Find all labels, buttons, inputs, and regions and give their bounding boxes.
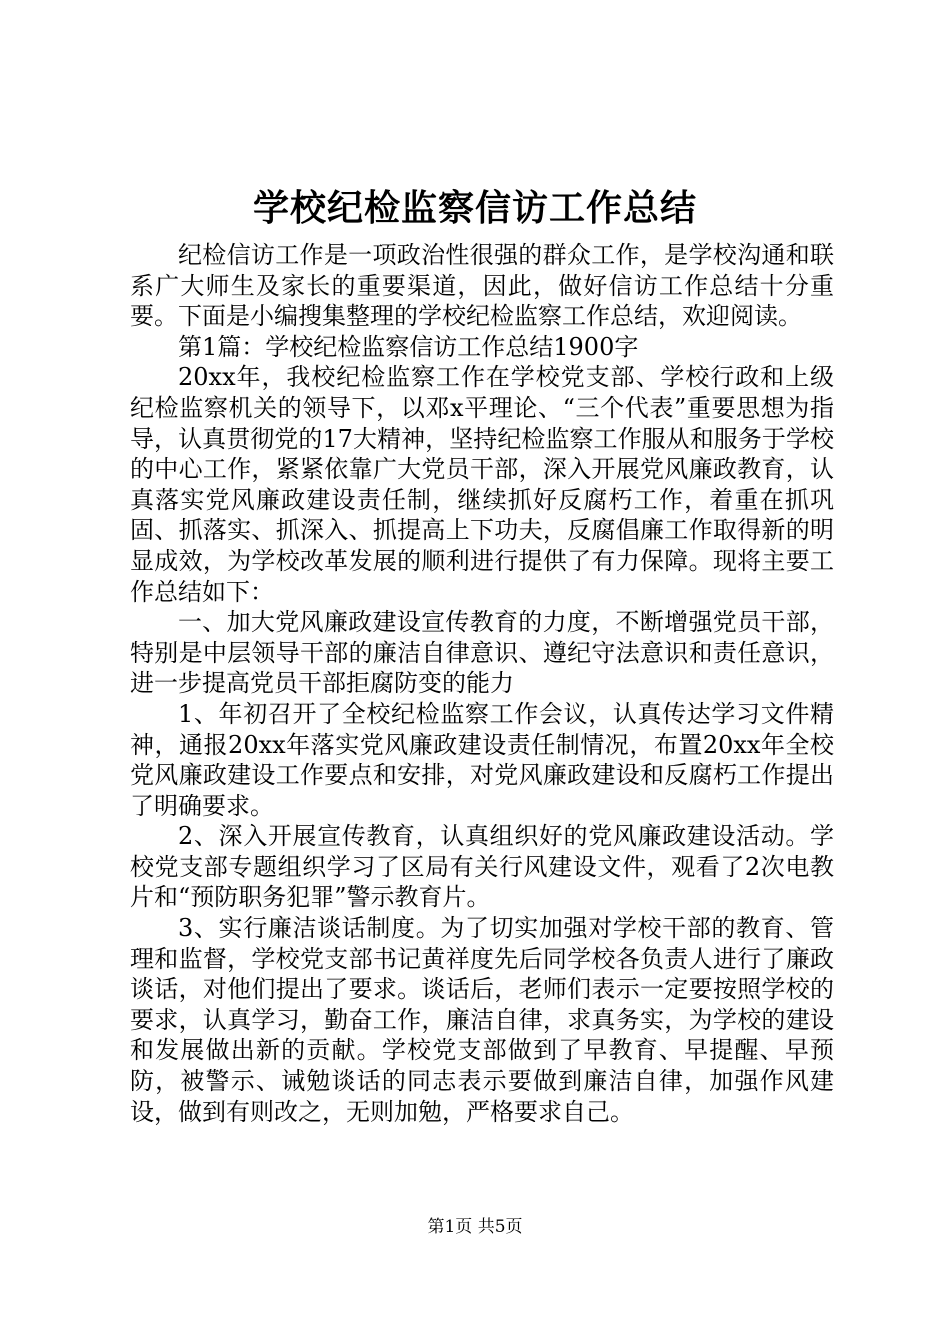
- paragraph-point-3: 3、实行廉洁谈话制度。为了切实加强对学校干部的教育、管理和监督，学校党支部书记黄祥度先后同学校各负责人进行了廉政谈话，对他们提出了要求。谈话后，老师们表示一定要按照学校的要求，认真学习，勤奋工作，廉洁自律，求真务实，为学校的建设和发展做出新的贡献。学校党支部做到了早教育、早提醒、早预防，被警示、诫勉谈话的同志表示要做到廉洁自律，加强作风建设，做到有则改之，无则加勉，严格要求自己。: [130, 914, 834, 1126]
- page-footer: 第1页 共5页: [427, 1217, 523, 1237]
- paragraph-intro: 纪检信访工作是一项政治性很强的群众工作，是学校沟通和联系广大师生及家长的重要渠道，因此，做好信访工作总结十分重要。下面是小编搜集整理的学校纪检监察工作总结，欢迎阅读。: [130, 241, 834, 331]
- document-body: [130, 240, 834, 1127]
- paragraph-overview: 20xx年，我校纪检监察工作在学校党支部、学校行政和上级纪检监察机关的领导下，以邓x平理论、“三个代表”重要思想为指导，认真贯彻党的17大精神，坚持纪检监察工作服从和服务于学校的中心工作，紧紧依靠广大党员干部，深入开展党风廉政教育，认真落实党风廉政建设责任制，继续抓好反腐朽工作，着重在抓巩固、抓落实、抓深入、抓提高上下功夫，反腐倡廉工作取得新的明显成效，为学校改革发展的顺利进行提供了有力保障。现将主要工作总结如下：: [130, 363, 834, 606]
- paragraph-point-2: 2、深入开展宣传教育，认真组织好的党风廉政建设活动。学校党支部专题组织学习了区局有关行风建设文件，观看了2次电教片和“预防职务犯罪”警示教育片。: [130, 822, 834, 912]
- paragraph-section-heading: 第1篇：学校纪检监察信访工作总结1900字: [178, 332, 639, 361]
- paragraph-point-1: 1、年初召开了全校纪检监察工作会议，认真传达学习文件精神，通报20xx年落实党风廉政建设责任制情况，布置20xx年全校党风廉政建设工作要点和安排，对党风廉政建设和反腐朽工作提出了明确要求。: [130, 699, 834, 820]
- paragraph-item-one: 一、加大党风廉政建设宣传教育的力度，不断增强党员干部，特别是中层领导干部的廉洁自律意识、遵纪守法意识和责任意识，进一步提高党员干部拒腐防变的能力: [130, 608, 834, 698]
- document-title: 学校纪检监察信访工作总结: [252, 187, 697, 229]
